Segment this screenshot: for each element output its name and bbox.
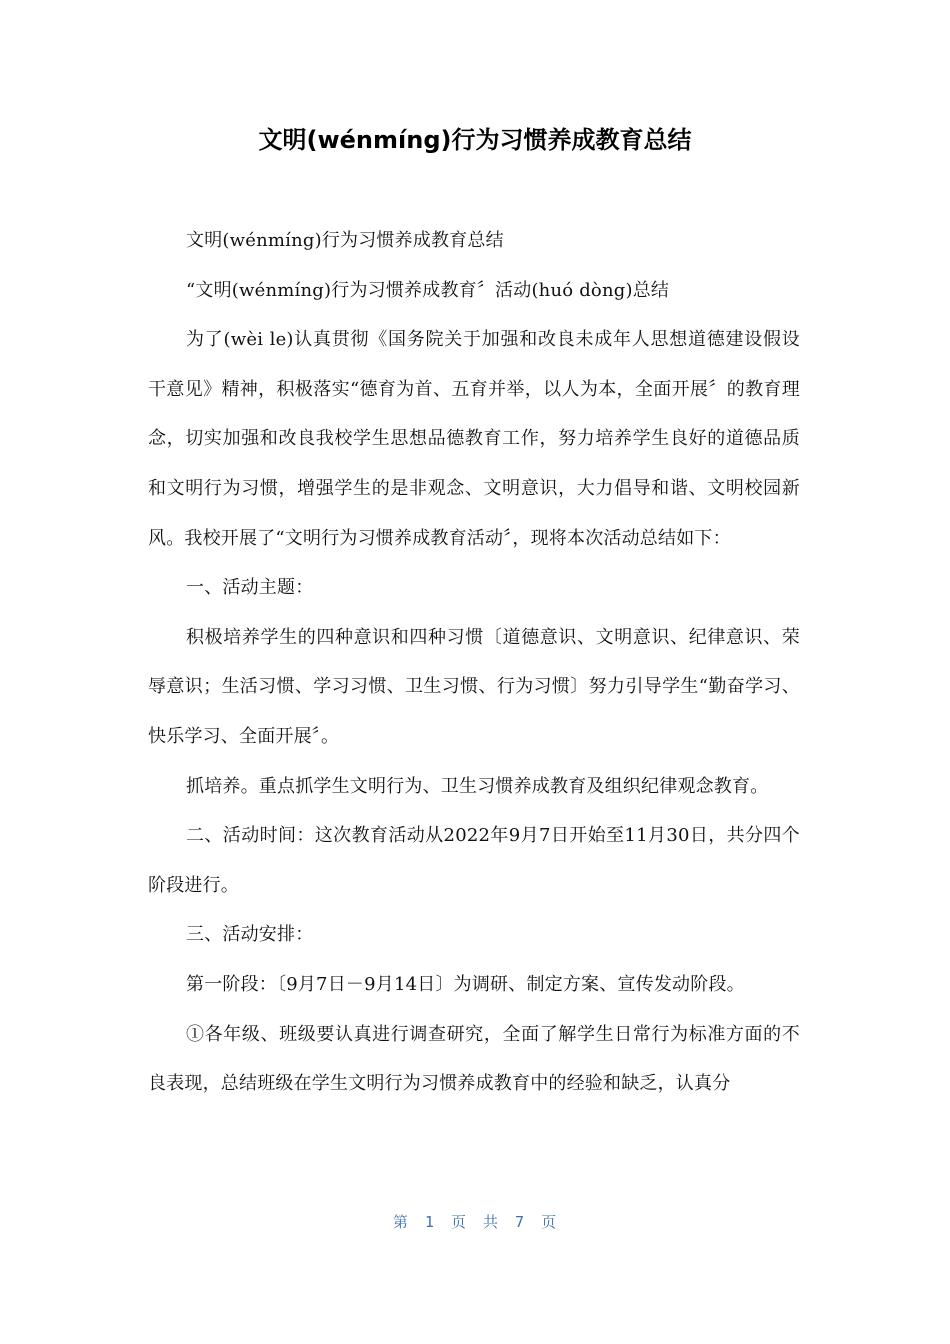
paragraph: 二、活动时间：这次教育活动从2022年9月7日开始至11月30日，共分四个阶段进行。 [148, 825, 800, 896]
paragraph: 抓培养。重点抓学生文明行为、卫生习惯养成教育及组织纪律观念教育。 [186, 775, 769, 797]
paragraph: 三、活动安排： [186, 924, 314, 946]
paragraph: ①各年级、班级要认真进行调查研究，全面了解学生日常行为标准方面的不良表现，总结班级在学生文明行为习惯养成教育中的经验和缺乏，认真分 [148, 1023, 800, 1095]
page-number-footer: 第 1 页 共 7 页 [392, 1213, 558, 1231]
paragraph: 积极培养学生的四种意识和四种习惯〔道德意识、文明意识、纪律意识、荣辱意识；生活习惯、学习习惯、卫生习惯、行为习惯〕努力引导学生“勤奋学习、快乐学习、全面开展〞。 [148, 626, 800, 747]
document-body [148, 216, 800, 1109]
paragraph: 文明(wénmíng)行为习惯养成教育总结 [186, 230, 504, 251]
paragraph: 第一阶段：〔9月7日－9月14日〕为调研、制定方案、宣传发动阶段。 [186, 973, 745, 995]
document-title: 文明(wénmíng)行为习惯养成教育总结 [258, 126, 692, 154]
paragraph: 一、活动主题： [186, 577, 314, 599]
paragraph: “文明(wénmíng)行为习惯养成教育〞活动(huó dòng)总结 [186, 279, 670, 301]
paragraph: 为了(wèi le)认真贯彻《国务院关于加强和改良未成年人思想道德建设假设干意见》精神，积极落实“德育为首、五育并举，以人为本，全面开展〞的教育理念，切实加强和改良我校学生思想品德教育工作，努力培养学生良好的道德品质和文明行为习惯，增强学生的是非观念、文明意识，大力倡导和谐、文明校园新风。我校开展了“文明行为习惯养成教育活动〞，现将本次活动总结如下： [148, 329, 800, 549]
